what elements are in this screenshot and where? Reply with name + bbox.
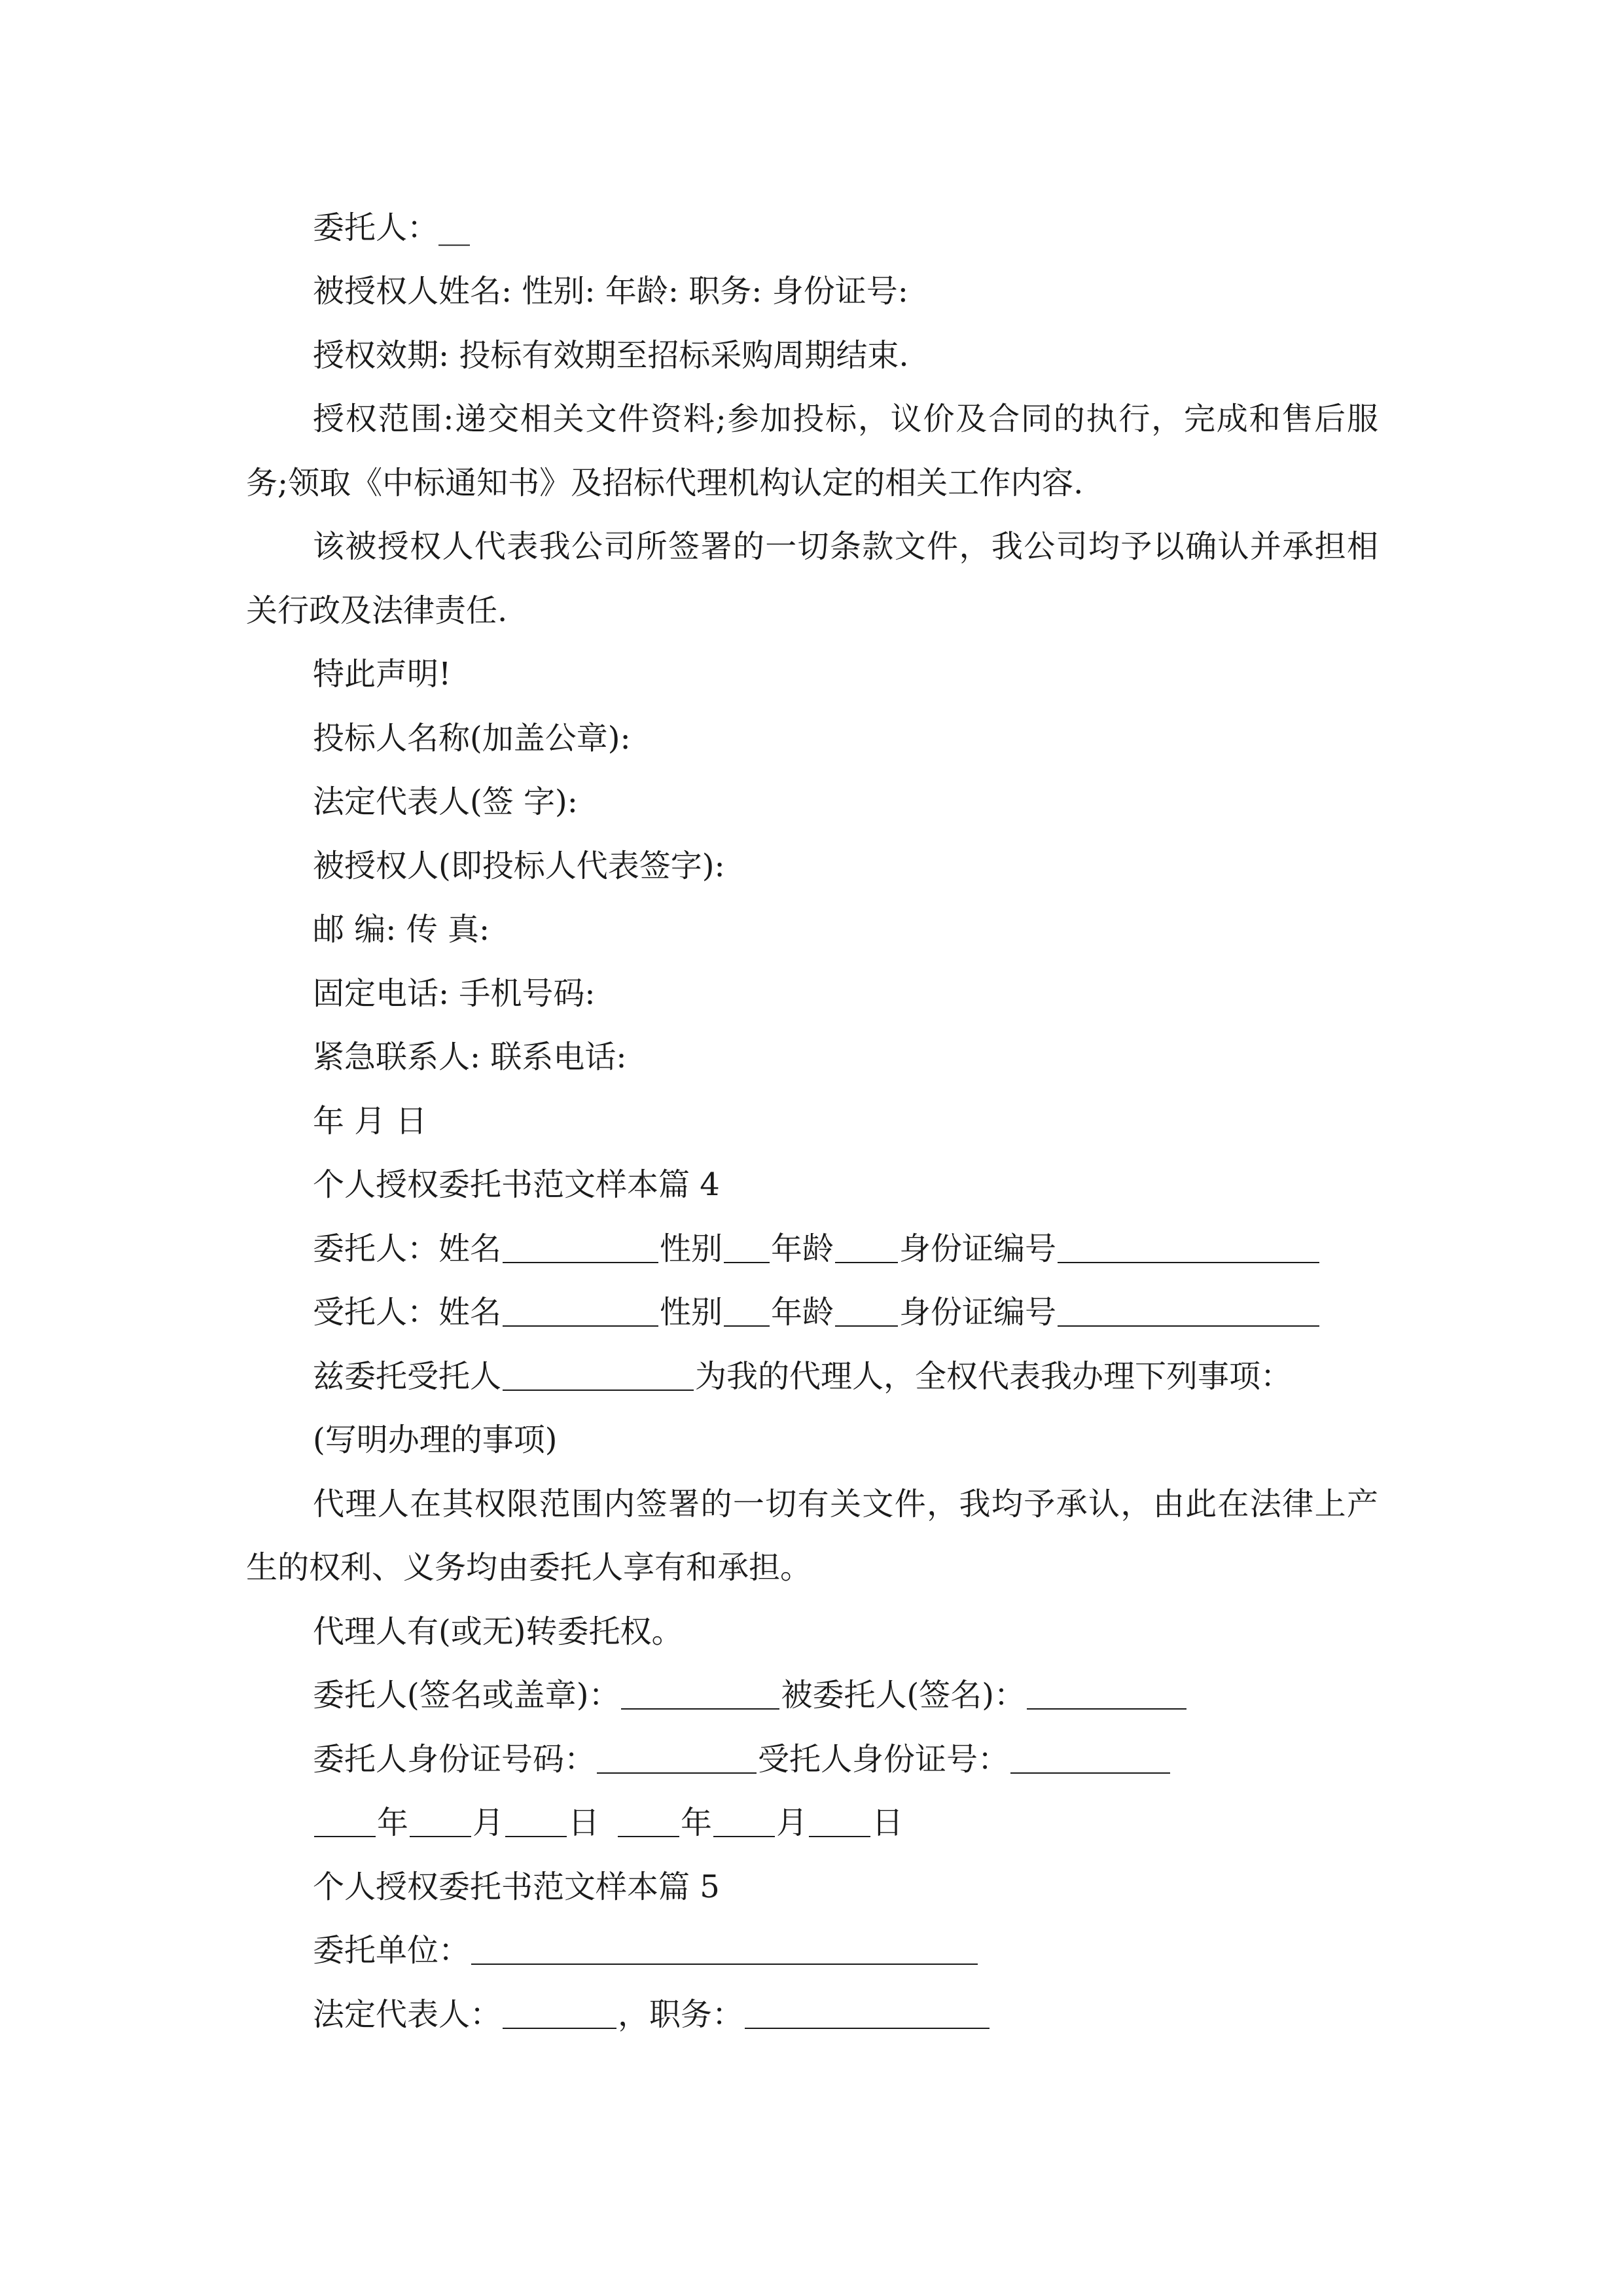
month-label: 月	[776, 1804, 808, 1841]
id-number-row	[313, 1740, 1171, 1779]
year-blank[interactable]	[314, 1807, 376, 1837]
trustee-id-label: 受托人身份证号：	[758, 1741, 1010, 1778]
gender-blank[interactable]	[724, 1297, 770, 1327]
appointment-label: 兹委托受托人	[313, 1358, 502, 1395]
id-blank[interactable]	[1058, 1297, 1319, 1327]
date-line: 年 月 日	[313, 1103, 427, 1139]
section-heading-4: 个人授权委托书范文样本篇 4	[313, 1166, 720, 1203]
principal-signature-label: 委托人(签名或盖章)：	[313, 1677, 620, 1713]
agent-scope-line-1: 代理人在其权限范围内签署的一切有关文件，我均予承认，由此在法律上产	[313, 1486, 1378, 1522]
month-blank[interactable]	[713, 1807, 775, 1837]
trustee-signature-label: 被委托人(签名)：	[781, 1677, 1026, 1713]
day-blank[interactable]	[505, 1807, 567, 1837]
section-heading-5: 个人授权委托书范文样本篇 5	[313, 1869, 720, 1905]
confirmation-line-2: 关行政及法律责任.	[246, 592, 508, 629]
trustee-info-row	[313, 1293, 1321, 1332]
day-blank[interactable]	[809, 1807, 870, 1837]
legal-representative-line: 法定代表人(签 字):	[313, 783, 578, 820]
signature-row	[313, 1676, 1188, 1715]
age-blank[interactable]	[835, 1233, 898, 1263]
authorization-scope-line-2: 务;领取《中标通知书》及招标代理机构认定的相关工作内容.	[246, 465, 1084, 501]
principal-line: 委托人：__	[313, 209, 471, 246]
appointment-row	[313, 1357, 1292, 1396]
gender-label: 性别	[660, 1230, 723, 1267]
position-blank[interactable]	[745, 1999, 990, 2029]
principal-id-blank[interactable]	[597, 1744, 757, 1774]
appointment-text: 为我的代理人，全权代表我办理下列事项：	[695, 1358, 1293, 1395]
day-label: 日	[872, 1804, 904, 1841]
age-label: 年龄	[771, 1294, 834, 1331]
emergency-contact-line: 紧急联系人: 联系电话:	[313, 1039, 627, 1075]
principal-signature-blank[interactable]	[621, 1679, 779, 1710]
year-label: 年	[377, 1804, 409, 1841]
postcode-fax-line: 邮 编: 传 真:	[313, 911, 490, 948]
principal-name-label: 委托人：姓名	[313, 1230, 502, 1267]
trustee-signature-blank[interactable]	[1027, 1679, 1186, 1710]
year-blank[interactable]	[618, 1807, 679, 1837]
signature-date-row	[313, 1803, 903, 1842]
age-blank[interactable]	[835, 1297, 898, 1327]
phone-mobile-line: 固定电话: 手机号码:	[313, 975, 596, 1012]
day-label: 日	[568, 1804, 600, 1841]
agent-scope-line-2: 生的权利、义务均由委托人享有和承担。	[246, 1549, 812, 1586]
month-label: 月	[473, 1804, 505, 1841]
principal-info-row	[313, 1229, 1321, 1268]
id-blank[interactable]	[1058, 1233, 1319, 1263]
authorization-scope-line-1: 授权范围:递交相关文件资料;参加投标，议价及合同的执行，完成和售后服	[313, 401, 1378, 437]
gender-blank[interactable]	[724, 1233, 770, 1263]
confirmation-line-1: 该被授权人代表我公司所签署的一切条款文件，我公司均予以确认并承担相	[313, 528, 1378, 565]
trustee-name-label: 受托人：姓名	[313, 1294, 502, 1331]
legal-rep-label: 法定代表人：	[313, 1996, 502, 2033]
gender-label: 性别	[660, 1294, 723, 1331]
authorization-period-line: 授权效期: 投标有效期至招标采购周期结束.	[313, 337, 909, 374]
bidder-name-line: 投标人名称(加盖公章):	[313, 720, 631, 757]
age-label: 年龄	[771, 1230, 834, 1267]
authorized-person-info-line: 被授权人姓名: 性别: 年龄: 职务: 身份证号:	[313, 273, 908, 310]
sub-delegation-line: 代理人有(或无)转委托权。	[313, 1613, 683, 1650]
name-blank[interactable]	[503, 1233, 658, 1263]
year-label: 年	[681, 1804, 713, 1841]
name-blank[interactable]	[503, 1297, 658, 1327]
legal-rep-blank[interactable]	[503, 1999, 616, 2029]
matters-note-line: (写明办理的事项)	[313, 1422, 558, 1458]
month-blank[interactable]	[410, 1807, 471, 1837]
entrusting-unit-row	[313, 1931, 979, 1970]
entrusting-unit-blank[interactable]	[471, 1935, 978, 1965]
position-label: ，职务：	[618, 1996, 744, 2033]
id-label: 身份证编号	[899, 1294, 1057, 1331]
entrusting-unit-label: 委托单位：	[313, 1932, 471, 1969]
id-label: 身份证编号	[899, 1230, 1057, 1267]
trustee-id-blank[interactable]	[1010, 1744, 1170, 1774]
principal-id-label: 委托人身份证号码：	[313, 1741, 596, 1778]
authorized-signature-line: 被授权人(即投标人代表签字):	[313, 848, 725, 884]
trustee-blank[interactable]	[503, 1361, 694, 1391]
declaration-line: 特此声明!	[313, 656, 452, 692]
legal-rep-position-row	[313, 1995, 991, 2034]
